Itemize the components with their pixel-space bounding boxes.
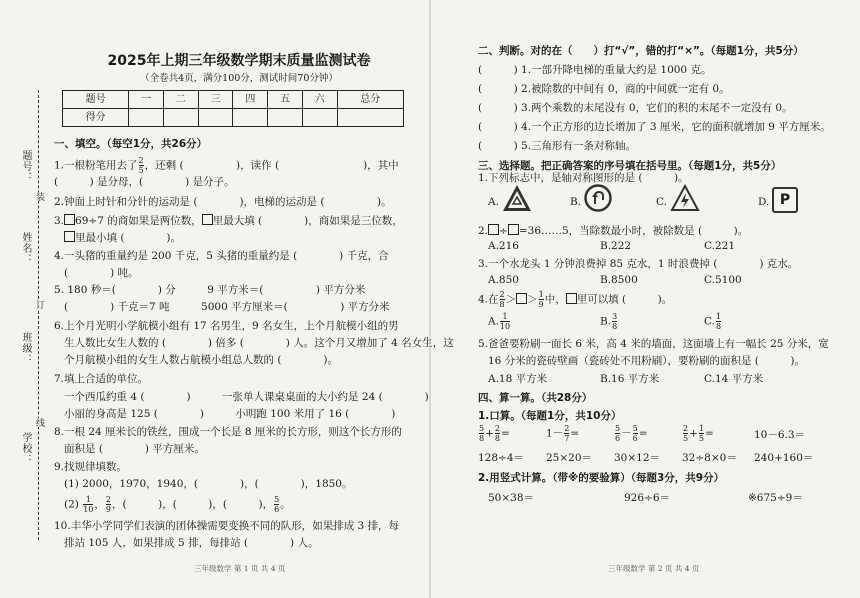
question-10-line-2: 排站 105 人，如果排成 5 排，每排站 ( ) 人。 [64,537,319,549]
score-row-label: 得分 [63,109,129,127]
binding-label-class: 班级： [20,332,31,365]
blank-box [566,293,577,304]
oral-item: 25×20＝ [546,452,593,464]
binding-strip [0,0,48,598]
question-4-line-2: ( ) 吨。 [64,267,139,279]
question-6-line-2: 生人数比女生人数的 ( ) 倍多 ( ) 人。这个月又增加了 4 名女生，这 [64,337,454,349]
binding-mark: 订 [34,300,44,309]
vertical-calc-item: ※675÷9＝ [748,492,803,504]
blank-box [64,214,75,225]
question-5: 5. 180 秒＝( ) 分 9 平方米＝( ) 平方分米 [54,284,366,296]
vertical-calc-item: 926÷6＝ [624,492,671,504]
question-6: 6.上个月光明小学航模小组有 17 名男生，9 名女生，上个月航模小组的男 [54,320,399,332]
choice-5: 5.爸爸要粉刷一面长 6 米，高 4 米的墙面，这面墙上有一幅长 25 分米，宽 [478,338,829,350]
option-b: B.8500 [600,274,638,286]
choice-5-line-2: 16 分米的瓷砖壁画（瓷砖处不用粉刷），要粉刷的面积是 ( )。 [488,355,805,367]
blank-box [64,231,75,242]
question-10: 10.丰华小学同学们表演的团体操需要变换不同的队形，如果排成 3 排，每 [54,520,400,532]
score-header-cell: 五 [268,91,303,109]
score-header-cell: 总分 [337,91,403,109]
score-input-cell[interactable] [268,109,303,127]
oral-item: $\frac{2}{5}$ + $\frac{1}{5}$ = [683,424,714,443]
oral-calc-title: 1.口算。（每题1分，共10分） [478,410,622,422]
fraction: $\frac{2}{8}$ [499,290,505,309]
option-a: A.18 平方米 [488,373,548,385]
choice-3-options [478,274,848,288]
score-header-cell: 二 [164,91,199,109]
score-input-cell[interactable] [337,109,403,127]
parking-sign-icon: P [772,187,798,213]
question-2: 2.钟面上时针和分针的运动是 ( )，电梯的运动是 ( )。 [54,196,392,208]
binding-label-name: 姓名： [20,232,31,265]
page-footer-left: 三年级数学 第 1 页 共 4 页 [194,564,286,573]
vertical-calc-item: 50×38＝ [488,492,535,504]
oral-calc-row-2 [478,452,848,466]
score-table-score-row [63,109,404,127]
page-title: 2025年上期三年级数学期末质量监测试卷 [107,53,371,69]
score-header-cell: 一 [129,91,164,109]
oral-calc-row-1 [478,424,848,448]
choice-1-options: A. B. C. D. P [478,184,848,218]
score-table-header-row [63,91,404,109]
question-8-line-2: 面积是 ( ) 平方厘米。 [64,443,205,455]
judge-item-5: ( ) 5.三角形有一条对称轴。 [478,140,637,152]
option-a: A. $\frac{1}{10}$ [488,312,511,331]
fraction: $\frac{1}{10}$ [83,495,94,514]
oral-item: 32÷8×0＝ [682,452,737,464]
score-input-cell[interactable] [164,109,199,127]
judge-item-2: ( ) 2.被除数的中间有 0，商的中间就一定有 0。 [478,83,730,95]
option-c: C.221 [704,240,736,252]
judge-item-1: ( ) 1.一部升降电梯的重量大约是 1000 克。 [478,64,712,76]
blank-box [488,224,499,235]
choice-4-options [478,312,848,334]
option-b: B.16 平方米 [600,373,660,385]
blank-box [516,293,527,304]
choice-2-options [478,240,848,254]
score-input-cell[interactable] [129,109,164,127]
page-subtitle: （全卷共4页，满分100分，测试时间70分钟） [140,73,338,84]
option-a: A.216 [488,240,519,252]
oral-item: $\frac{5}{6}$ － $\frac{5}{6}$ = [615,424,648,443]
choice-1: 1.下列标志中，是轴对称图形的是 ( )。 [478,172,689,184]
recycle-sign-icon [502,184,532,212]
option-b: B. $\frac{3}{8}$ [600,312,618,331]
fraction: $\frac{1}{9}$ [538,290,544,309]
score-input-cell[interactable] [302,109,337,127]
option-c: C. $\frac{1}{8}$ [704,312,722,331]
question-3: 3. 69÷7 的商如果是两位数， 里最大填 ( )，商如果是三位数， [54,215,403,227]
u-turn-sign-icon [584,184,612,212]
oral-item: 240+160＝ [754,452,814,464]
question-9-part-2: (2) $\frac{1}{10}$ ， $\frac{2}{9}$ ，( )，( )，( )， $\frac{5}{6}$ 。 [64,495,291,514]
option-b: B.222 [600,240,632,252]
binding-mark: 线 [34,418,44,427]
question-8: 8.一根 24 厘米长的铁丝，围成一个长是 8 厘米的长方形，则这个长方形的 [54,426,402,438]
section-judge-title: 二、判断。对的在（ ）打“√”，错的打“×”。（每题1分，共5分） [478,45,804,57]
oral-item: 128÷4＝ [478,452,525,464]
question-1-line-2: ( ) 是分母，( ) 是分子。 [54,176,235,188]
score-input-cell[interactable] [233,109,268,127]
fraction: $\frac{2}{9}$ [105,495,111,514]
question-7-line-3: 小丽的身高是 125 ( ) 小明跑 100 米用了 16 ( ) [64,408,396,420]
option-c: C.14 平方米 [704,373,764,385]
page-footer-right: 三年级数学 第 2 页 共 4 页 [608,564,700,573]
fold-line [429,0,431,598]
question-6-line-3: 个月航模小组的女生人数占航模小组总人数的 ( )。 [64,354,339,366]
binding-label-school: 学校： [20,432,31,465]
option-c: C.5100 [704,274,742,286]
vertical-calc-title: 2.用竖式计算。（带※的要验算）（每题3分，共9分） [478,472,725,484]
oral-item: 1－ $\frac{2}{7}$ = [546,424,580,443]
question-7-line-2: 一个西瓜约重 4 ( ) 一张单人课桌桌面的大小约是 24 ( ) [64,391,429,403]
fraction: $\frac{2}{5}$ [138,156,144,175]
judge-item-4: ( ) 4.一个正方形的边长增加了 3 厘米，它的面积就增加 9 平方厘米。 [478,121,831,133]
score-input-cell[interactable] [198,109,233,127]
choice-4: 4.在 $\frac{2}{8}$ ＞ ＞ $\frac{1}{9}$ 中， 里可以填 ( )。 [478,290,673,309]
oral-item: $\frac{5}{8}$ + $\frac{2}{8}$ = [479,424,510,443]
section-fill-blank-title: 一、填空。（每空1分，共26分） [54,138,208,150]
section-calc-title: 四、算一算。（共28分） [478,392,593,404]
binding-dashed-line [38,90,39,540]
binding-label-number: 题号： [20,150,31,183]
score-header-cell: 题号 [63,91,129,109]
choice-5-options [478,373,848,387]
question-4: 4.一头猪的重量约是 200 千克，5 头猪的重量约是 ( ) 千克，合 [54,250,389,262]
question-1: 1.一根粉笔用去了 $\frac{2}{5}$ ，还剩 ( )，读作 ( )，其中 [54,156,399,175]
score-header-cell: 三 [198,91,233,109]
score-header-cell: 四 [233,91,268,109]
choice-2: 2. ÷ =36……5，当除数最小时，被除数是 ( )。 [478,225,749,237]
lightning-warning-icon [670,184,700,212]
score-table [62,90,404,127]
question-9-part-1: (1) 2000，1970，1940，( )，( )，1850。 [64,478,353,490]
choice-3: 3.一个水龙头 1 分钟浪费掉 85 克水，1 时浪费掉 ( ) 克水。 [478,258,799,270]
question-7: 7.填上合适的单位。 [54,373,149,385]
question-9: 9.找规律填数。 [54,461,128,473]
judge-item-3: ( ) 3.两个乘数的末尾没有 0，它们的积的末尾不一定没有 0。 [478,102,793,114]
oral-item: 10－6.3＝ [754,429,806,441]
question-5-line-2: ( ) 千克＝7 吨 5000 平方厘米＝( ) 平方分米 [64,301,390,313]
score-header-cell: 六 [302,91,337,109]
section-choice-title: 三、选择题。把正确答案的序号填在括号里。（每题1分，共5分） [478,160,782,172]
blank-box [202,214,213,225]
fraction: $\frac{5}{6}$ [274,495,280,514]
binding-mark: 装 [34,192,44,201]
blank-box [508,224,519,235]
question-3-line-2: 里最小填 ( )。 [64,231,181,246]
vertical-calc-items [478,492,848,506]
option-a: A.850 [488,274,519,286]
oral-item: 30×12＝ [614,452,661,464]
